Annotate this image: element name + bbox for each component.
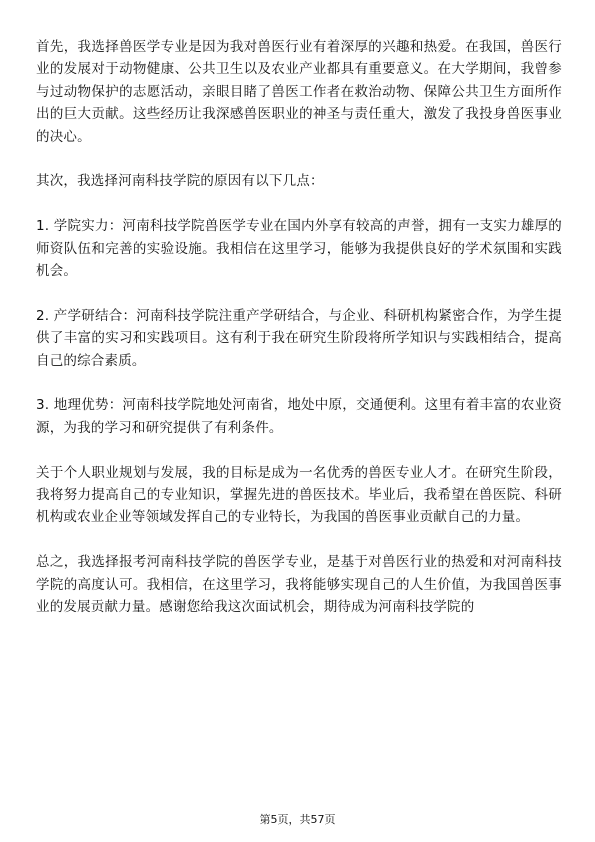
paragraph-reason-location: 3. 地理优势：河南科技学院地处河南省，地处中原，交通便利。这里有着丰富的农业资源，为我的学习和研究提供了有利条件。 xyxy=(36,397,562,436)
paragraph-career-plan: 关于个人职业规划与发展，我的目标是成为一名优秀的兽医专业人才。在研究生阶段，我将努力提高自己的专业知识，掌握先进的兽医技术。毕业后，我希望在兽医院、科研机构或农业企业等领域发挥自己的专业特长，为我国的兽医事业贡献自己的力量。 xyxy=(36,464,562,526)
paragraph-reasons-intro: 其次，我选择河南科技学院的原因有以下几点： xyxy=(36,173,324,190)
paragraph-conclusion: 总之，我选择报考河南科技学院的兽医学专业，是基于对兽医行业的热爱和对河南科技学院的高度认可。我相信，在这里学习，我将能够实现自己的人生价值，为我国兽医事业的发展贡献力量。感谢您给我这次面试机会，期待成为河南科技学院的 xyxy=(36,554,562,616)
paragraph-motivation: 首先，我选择兽医学专业是因为我对兽医行业有着深厚的兴趣和热爱。在我国，兽医行业的发展对于动物健康、公共卫生以及农业产业都具有重要意义。在大学期间，我曾参与过动物保护的志愿活动，亲眼目睹了兽医工作者在救治动物、保障公共卫生方面所作出的巨大贡献。这些经历让我深感兽医职业的神圣与责任重大，激发了我投身兽医事业的决心。 xyxy=(36,39,562,145)
paragraph-reason-strength: 1. 学院实力：河南科技学院兽医学专业在国内外享有较高的声誉，拥有一支实力雄厚的师资队伍和完善的实验设施。我相信在这里学习，能够为我提供良好的学术氛围和实践机会。 xyxy=(36,218,562,280)
document-body xyxy=(36,36,562,618)
page-number: 第5页，共57页 xyxy=(259,813,336,826)
paragraph-reason-industry-research: 2. 产学研结合：河南科技学院注重产学研结合，与企业、科研机构紧密合作，为学生提供了丰富的实习和实践项目。这有利于我在研究生阶段将所学知识与实践相结合，提高自己的综合素质。 xyxy=(36,307,562,369)
